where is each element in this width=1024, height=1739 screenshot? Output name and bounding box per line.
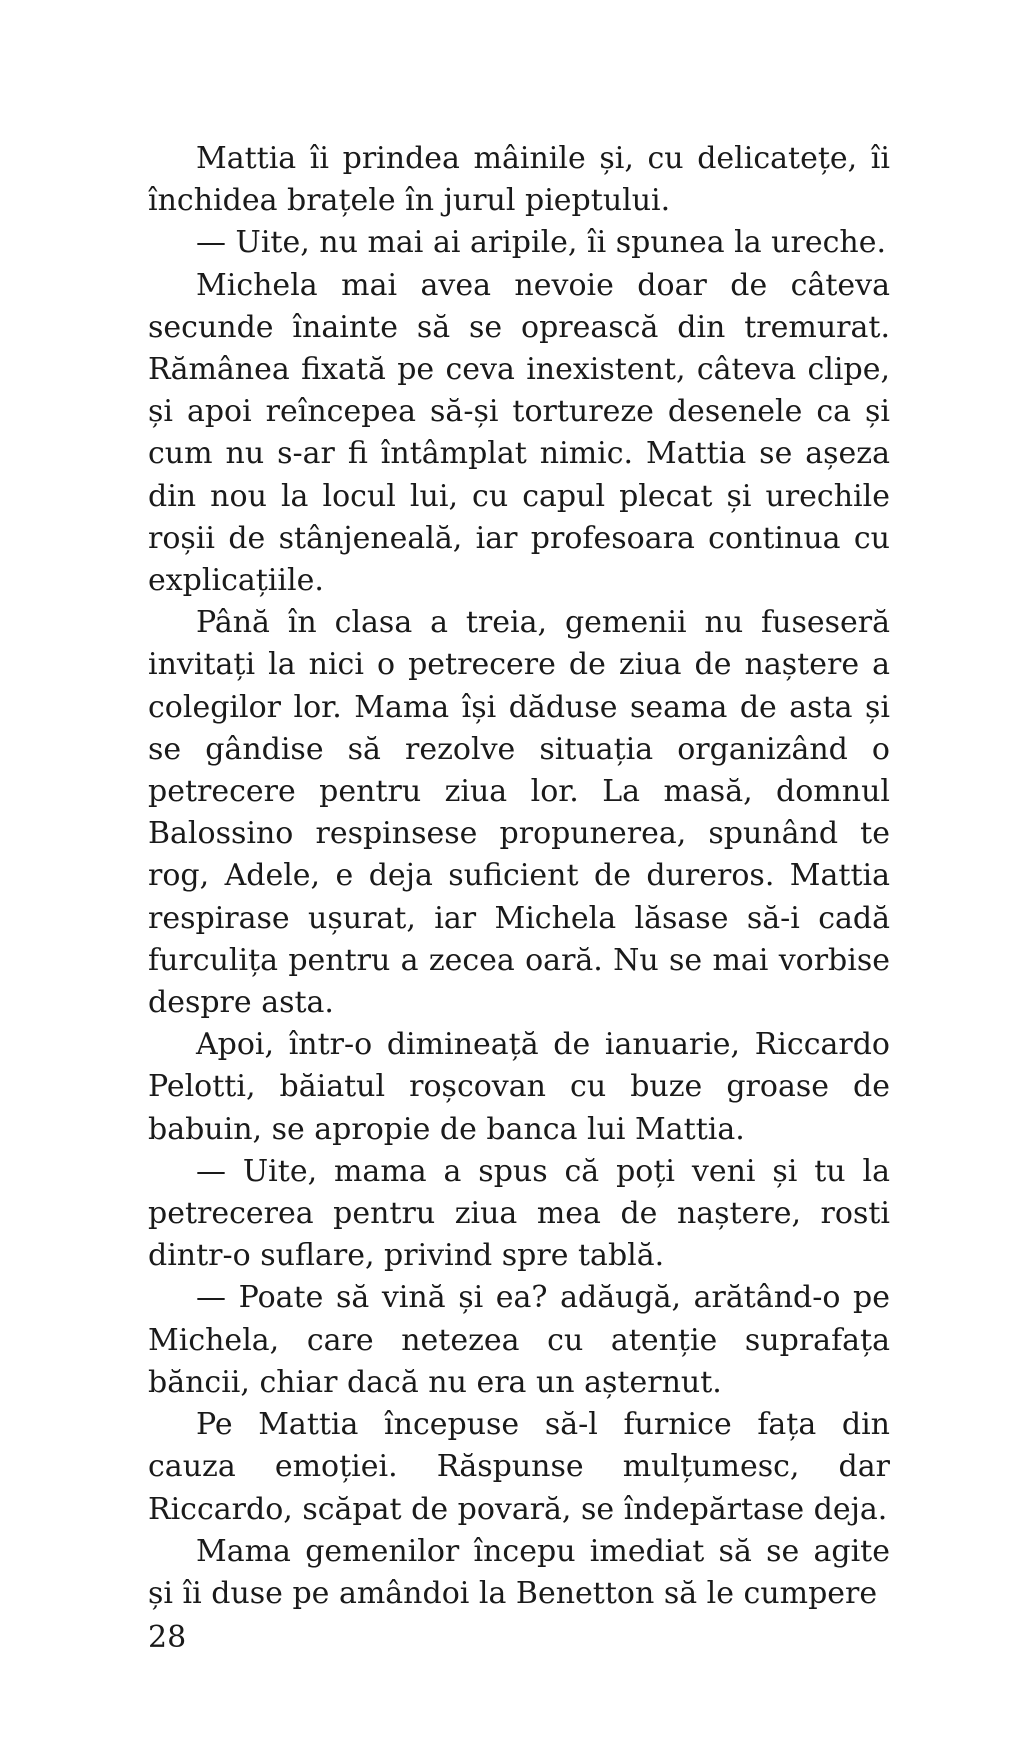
paragraph: Până în clasa a treia, gemenii nu fuseseră invitați la nici o petrecere de ziua de naștere a colegilor lor. Mama își dăduse seama de asta și se gândise să rezolve situația organizând o petrecere pentru ziua lor. La masă, domnul Balossino respinsese propunerea, spunând te rog, Adele, e deja suficient de dureros. Mattia respirase ușurat, iar Michela lăsase să-i cadă furculița pentru a zecea oară. Nu se mai vorbise despre asta. bbox=[148, 605, 890, 1021]
paragraph: Apoi, într-o dimineață de ianuarie, Riccardo Pelotti, băiatul roșcovan cu buze groase de babuin, se apropie de banca lui Mattia. bbox=[148, 1027, 890, 1147]
paragraph: Mattia îi prindea mâinile și, cu delicatețe, îi închidea brațele în jurul pieptului. bbox=[148, 141, 890, 219]
page-number: 28 bbox=[148, 1620, 187, 1655]
paragraph: Pe Mattia începuse să-l furnice fața din cauza emoției. Răspunse mulțumesc, dar Riccardo, scăpat de povară, se îndepărtase deja. bbox=[148, 1407, 890, 1527]
paragraph: — Uite, nu mai ai aripile, îi spunea la ureche. bbox=[196, 225, 886, 261]
paragraph: — Poate să vină și ea? adăugă, arătând-o pe Michela, care netezea cu atenție suprafața băncii, chiar dacă nu era un așternut. bbox=[148, 1280, 890, 1400]
body-text bbox=[148, 138, 890, 1615]
paragraph: Mama gemenilor începu imediat să se agite și îi duse pe amândoi la Benetton să le cumpere bbox=[148, 1533, 890, 1611]
paragraph: Michela mai avea nevoie doar de câteva secunde înainte să se oprească din tremurat. Rămânea fixată pe ceva inexistent, câteva clipe, și apoi reîncepea să-și tortureze desenele ca și cum nu s-ar fi întâmplat nimic. Mattia se așeza din nou la locul lui, cu capul plecat și urechile roșii de stânjeneală, iar profesoara continua cu explicațiile. bbox=[148, 267, 890, 599]
paragraph: — Uite, mama a spus că poți veni și tu la petrecerea pentru ziua mea de naștere, rosti dintr-o suflare, privind spre tablă. bbox=[148, 1153, 890, 1274]
